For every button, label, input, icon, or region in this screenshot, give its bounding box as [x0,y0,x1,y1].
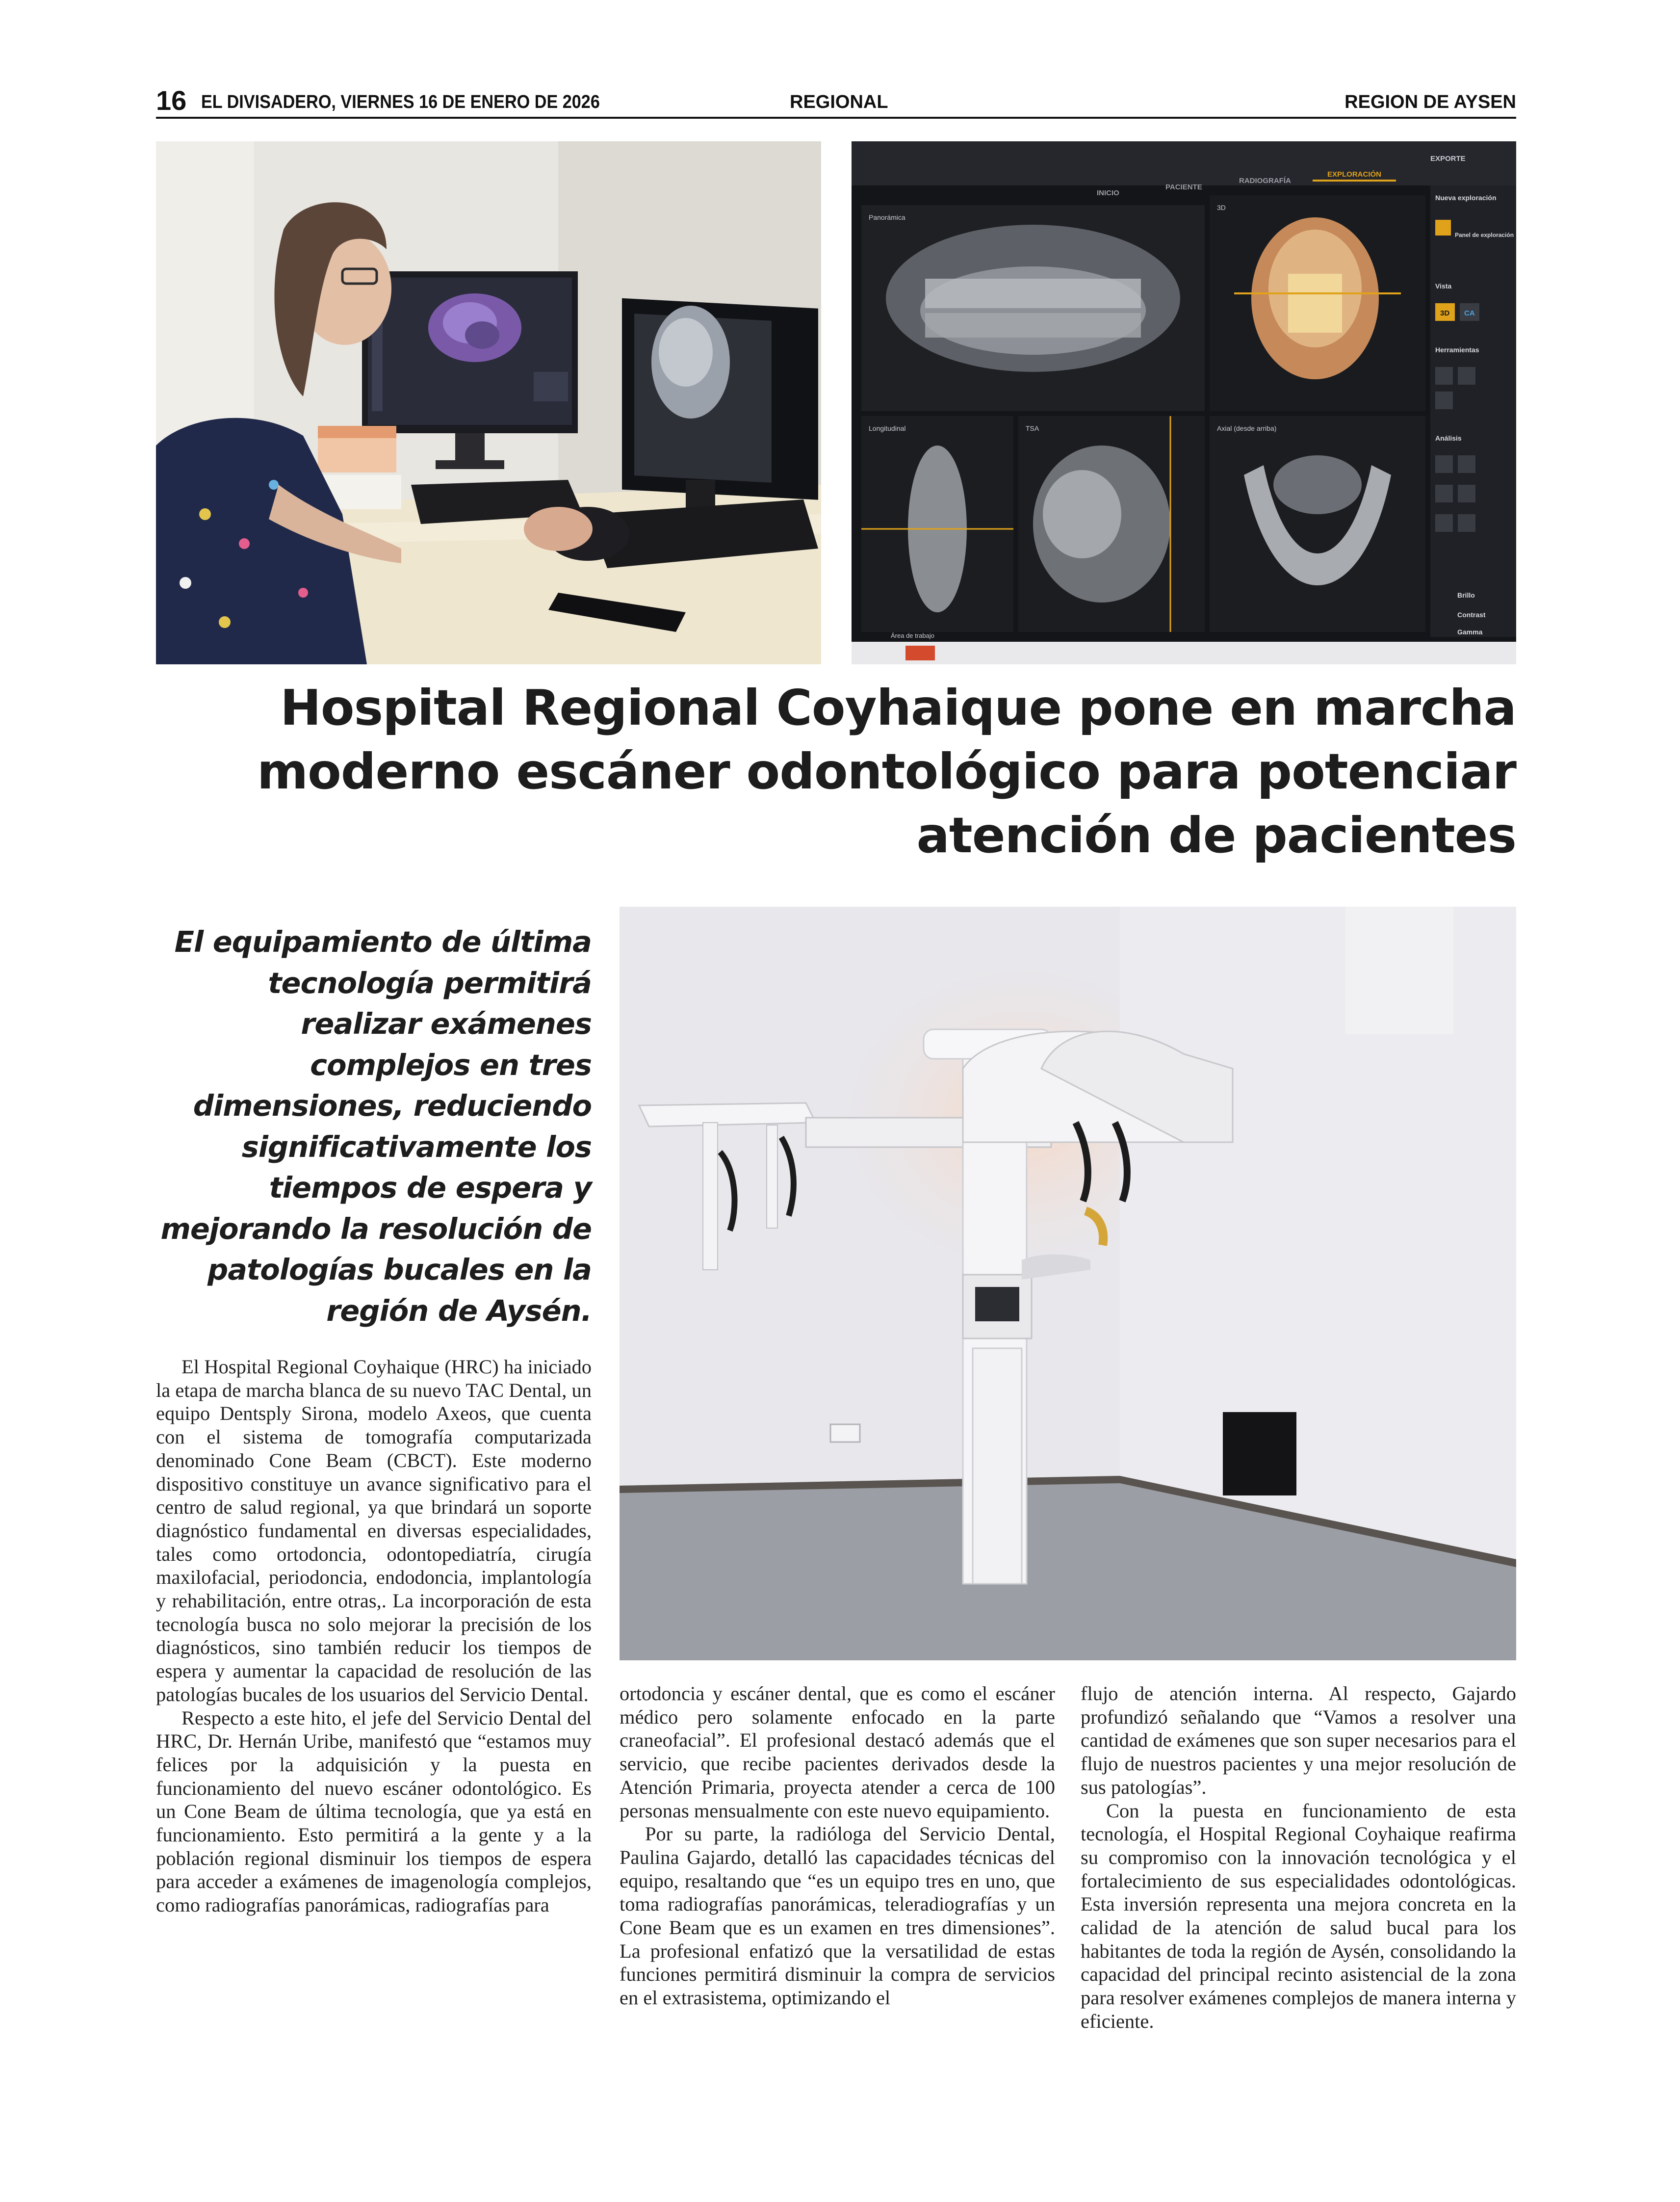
photo-imaging-software-screen [852,141,1516,664]
tool-icon[interactable] [1435,392,1453,409]
photo-cbct-scanner [620,907,1516,1660]
analisis-label: Análisis [1435,434,1462,442]
article-column-3 [1081,1682,1516,2033]
panel-label: Panel de exploración [1455,232,1514,238]
section-label: REGIONAL [790,92,888,112]
view-axial-label: Axial (desde arriba) [1217,424,1277,432]
analysis-icon[interactable] [1458,514,1475,532]
tab-exporte: EXPORTE [1430,155,1466,163]
headline: Hospital Regional Coyhaique pone en marcha moderno escáner odontológico para potenciar atención de pacientes [257,679,1516,864]
sidebar-title: Nueva exploración [1435,194,1497,202]
view-ca-button-label: CA [1464,309,1475,317]
ceph-arm [639,1103,816,1127]
article-column-2 [620,1682,1055,2010]
view-long-label: Longitudinal [869,424,906,432]
vista-label: Vista [1435,282,1452,290]
view-tsa-label: TSA [1026,424,1039,432]
paragraph: Con la puesta en funcionamiento de esta tecnología, el Hospital Regional Coyhaique reafirma su compromiso con la innovación tecnológica y el fortalecimiento de sus especialidades odontológicas. Esta inversión representa una mejora concreta en la calidad de la atención de salud bucal para los habitantes de toda la región de Aysén, consolidando la capacidad del principal recinto asistencial de la zona para resolver exámenes complejos de manera interna y eficiente. [1081,1799,1516,2032]
header-rule [156,117,1516,119]
tab-inicio: INICIO [1097,189,1119,197]
scanner-control-screen[interactable] [975,1287,1019,1321]
panel-icon [1435,220,1451,236]
region-label: REGION DE AYSEN [1344,92,1516,112]
power-box [1223,1412,1296,1495]
tool-icon[interactable] [1435,367,1453,385]
view-3d-label: 3D [1217,204,1226,211]
wall-outlet [830,1424,860,1442]
analysis-icon[interactable] [1435,514,1453,532]
analysis-icon[interactable] [1435,455,1453,473]
view-3d-button-label: 3D [1440,309,1450,317]
page-number: 16 [156,85,187,116]
contraste-label: Contrast [1457,611,1486,619]
newspaper-name-and-date: EL DIVISADERO, VIERNES 16 DE ENERO DE 2026 [201,92,600,112]
paragraph: Por su parte, la radióloga del Servicio Dental, Paulina Gajardo, detalló las capacidades técnicas del equipo, resaltando que “es un equipo tres en uno, que toma radiografías panorámicas, teleradiografías y un Cone Beam que es un examen en tres dimensiones”. La profesional enfatizó que la versatilidad de estas funciones permitirá disminuir la compra de servicios en el extrasistema, optimizando el [620,1823,1055,2009]
herramientas-label: Herramientas [1435,346,1479,354]
gamma-label: Gamma [1457,628,1483,636]
paragraph: flujo de atención interna. Al respecto, Gajardo profundizó señalando que “Vamos a resolver una cantidad de exámenes que son super necesarios para el flujo de nuestros pacientes y una mejor resolución de sus patologías”. [1081,1682,1516,1798]
tab-exploracion: EXPLORACIÓN [1327,170,1382,179]
brillo-label: Brillo [1457,591,1475,599]
photo-technician-at-workstation [156,141,821,664]
tab-radiografia: RADIOGRAFÍA [1239,177,1291,185]
pano-label: Panorámica [869,213,905,221]
paragraph: Respecto a este hito, el jefe del Servicio Dental del HRC, Dr. Hernán Uribe, manifestó que “estamos muy felices por la adquisición y la puesta en funcionamiento del nuevo escáner odontológico. Es un Cone Beam de última tecnología, que ya está en funcionamiento. Esto permitirá a la gente y a la población regional disminuir los tiempos de espera para acceder a exámenes de imagenología complejos, como radiografías panorámicas, radiografías para [156,1706,592,1916]
tab-paciente: PACIENTE [1165,183,1202,191]
analysis-icon[interactable] [1458,485,1475,502]
tool-icon[interactable] [1458,367,1475,385]
paragraph: El Hospital Regional Coyhaique (HRC) ha iniciado la etapa de marcha blanca de su nuevo TAC Dental, un equipo Dentsply Sirona, modelo Axeos, que cuenta con el sistema de tomografía computarizada denominado Cone Beam (CBCT). Este moderno dispositivo constituye un avance significativo para el centro de salud regional, ya que brindará un soporte diagnóstico fundamental en diversas especialidades, tales como ortodoncia, odontopediatría, cirugía maxilofacial, periodoncia, endodoncia, implantología y rehabilitación, entre otras,. La incorporación de esta tecnología busca no solo mejorar la precisión de los diagnósticos, sino también reducir los tiempos de espera y aumentar la capacidad de resolución de las patologías bucales de los usuarios del Servicio Dental. [156,1356,592,1705]
article-column-1 [156,1355,592,1917]
analysis-icon[interactable] [1458,455,1475,473]
paragraph: ortodoncia y escáner dental, que es como el escáner médico pero solamente enfocado en la parte craneofacial”. El profesional destacó además que el servicio, que recibe pacientes derivados desde la Atención Primaria, proyecta atender a cerca de 100 personas mensualmente con este nuevo equipamiento. [620,1682,1055,1822]
area-label: Área de trabajo [891,632,934,639]
analysis-icon[interactable] [1435,485,1453,502]
deck-subheadline: El equipamiento de última tecnología permitirá realizar exámenes complejos en tres dimensiones, reduciendo significativamente los tiempos de espera y mejorando la resolución de patologías bucales en la región de Aysén. [160,925,592,1328]
